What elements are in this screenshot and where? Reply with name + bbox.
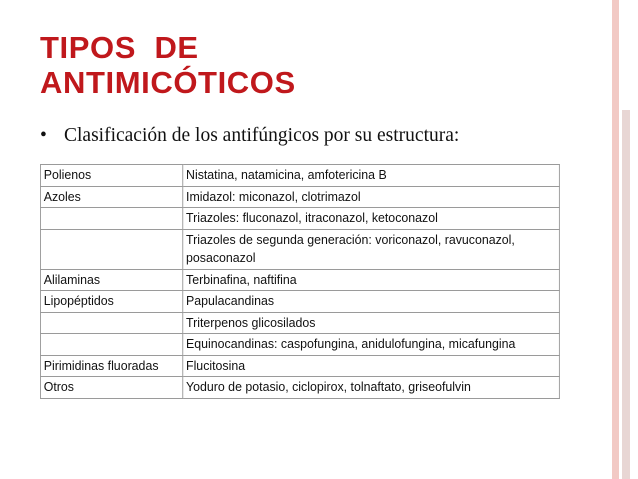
table-row (40, 334, 559, 356)
drugs-cell: Imidazol: miconazol, clotrimazol (183, 186, 560, 208)
drugs-cell: Triterpenos glicosilados (183, 312, 560, 334)
category-cell: Pirimidinas fluoradas (40, 355, 182, 377)
table-row (40, 165, 559, 187)
category-cell (40, 208, 182, 230)
category-cell: Otros (40, 377, 182, 399)
slide-side-rule (622, 110, 630, 479)
table-row (40, 312, 559, 334)
drugs-cell: Triazoles: fluconazol, itraconazol, ketoconazol (183, 208, 560, 230)
bullet-icon: • (40, 125, 47, 146)
bullet-item (40, 125, 459, 147)
category-cell (40, 312, 182, 334)
table-row (40, 355, 559, 377)
table-row (40, 229, 559, 269)
slide-border-accent (612, 0, 619, 479)
slide-title-line-1: TIPOS DE (40, 30, 199, 65)
category-cell: Alilaminas (40, 269, 182, 291)
category-cell (40, 229, 182, 269)
drugs-cell: Papulacandinas (183, 291, 560, 313)
category-cell: Azoles (40, 186, 182, 208)
drugs-cell: Flucitosina (183, 355, 560, 377)
drugs-cell: Terbinafina, naftifina (183, 269, 560, 291)
category-cell: Polienos (40, 165, 182, 187)
table-row (40, 186, 559, 208)
slide-title-line-2: ANTIMICÓTICOS (40, 65, 296, 100)
table-row (40, 269, 559, 291)
drugs-cell: Triazoles de segunda generación: voriconazol, ravuconazol, posaconazol (183, 229, 560, 269)
slide-title (40, 30, 296, 100)
drugs-cell: Equinocandinas: caspofungina, anidulofungina, micafungina (183, 334, 560, 356)
table-row (40, 208, 559, 230)
drugs-cell: Yoduro de potasio, ciclopirox, tolnaftato, griseofulvin (183, 377, 560, 399)
bullet-text: Clasificación de los antifúngicos por su estructura: (64, 125, 460, 146)
category-cell (40, 334, 182, 356)
classification-table (40, 164, 560, 399)
category-cell: Lipopéptidos (40, 291, 182, 313)
drugs-cell: Nistatina, natamicina, amfotericina B (183, 165, 560, 187)
table-row (40, 291, 559, 313)
table-row (40, 377, 559, 399)
